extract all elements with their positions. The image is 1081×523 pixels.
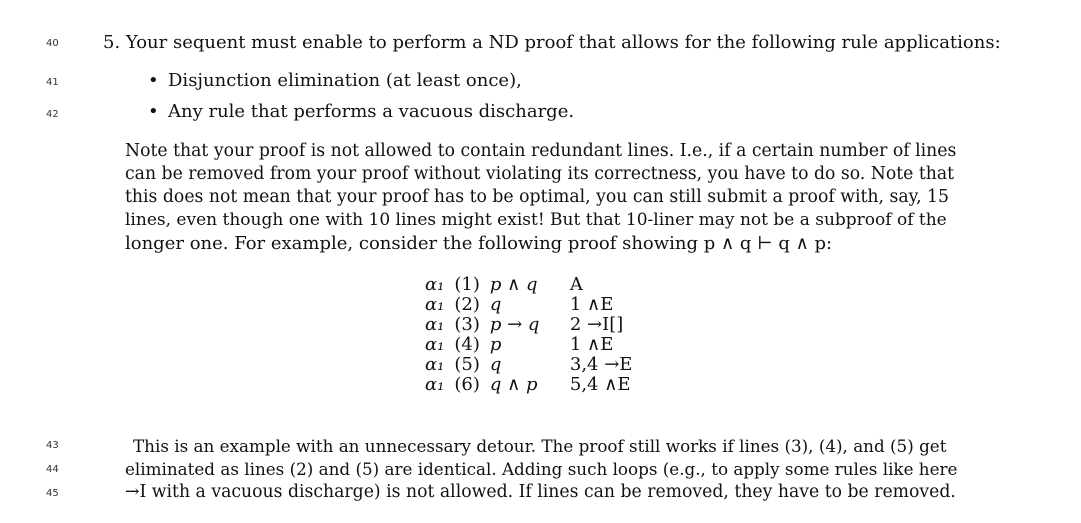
proof-rule: 1 ∧E [569, 294, 614, 315]
paragraph-redundant-lines [125, 140, 957, 255]
proof-line-number: (5) [454, 354, 480, 375]
proof-row [425, 315, 638, 335]
paragraph-line: Note that your proof is not allowed to contain redundant lines. I.e., if a certain number of lines [125, 141, 957, 161]
proof-assumption: α₁ [425, 354, 445, 375]
proof-formula: q [489, 294, 502, 315]
item-5-text: 5. Your sequent must enable to perform a ND proof that allows for the following rule applications: [103, 32, 1001, 53]
paragraph-line: eliminated as lines (2) and (5) are identical. Adding such loops (e.g., to apply some rules like here [125, 459, 958, 479]
proof-line-number: (2) [454, 294, 480, 315]
proof-formula: q [489, 354, 502, 375]
paragraph-line: →I with a vacuous discharge) is not allowed. If lines can be removed, they have to be removed. [125, 482, 956, 502]
proof-line-number: (6) [454, 374, 480, 395]
paragraph-detour-example [125, 435, 957, 504]
proof-row [425, 295, 638, 315]
bullet-symbol: • [148, 70, 159, 91]
proof-line-number: (4) [454, 334, 480, 355]
proof-row [425, 275, 638, 295]
proof-rule: A [569, 274, 583, 295]
proof-assumption: α₁ [425, 294, 445, 315]
line-number-44: 44 [46, 464, 59, 475]
proof-formula: p → q [489, 314, 540, 335]
proof-assumption: α₁ [425, 274, 445, 295]
line-number-40: 40 [46, 38, 59, 49]
proof-rule: 1 ∧E [569, 334, 614, 355]
paragraph-line: this does not mean that your proof has to be optimal, you can still submit a proof with, say, 15 [125, 187, 949, 207]
bullet-symbol: • [148, 101, 159, 122]
proof-rule: 5,4 ∧E [569, 374, 631, 395]
bullet-item-vacuous: Any rule that performs a vacuous discharge. [168, 101, 575, 122]
proof-line-number: (3) [454, 314, 480, 335]
proof-row [425, 375, 638, 395]
proof-assumption: α₁ [425, 334, 445, 355]
bullet-item-disjunction: Disjunction elimination (at least once), [168, 70, 522, 91]
line-number-43: 43 [46, 440, 59, 451]
proof-row [425, 335, 638, 355]
proof-rule: 2 →I[] [569, 314, 624, 335]
proof-rule: 3,4 →E [569, 354, 633, 375]
proof-table [425, 275, 638, 395]
paragraph-line: longer one. For example, consider the following proof showing p ∧ q ⊢ q ∧ p: [125, 233, 833, 254]
proof-assumption: α₁ [425, 374, 445, 395]
paragraph-line: lines, even though one with 10 lines might exist! But that 10-liner may not be a subproof of the [125, 210, 947, 230]
proof-row [425, 355, 638, 375]
proof-line-number: (1) [454, 274, 480, 295]
line-number-42: 42 [46, 109, 59, 120]
proof-assumption: α₁ [425, 314, 445, 335]
proof-formula: p ∧ q [489, 274, 538, 295]
paragraph-line: This is an example with an unnecessary detour. The proof still works if lines (3), (4), and (5) get [133, 436, 947, 456]
line-number-41: 41 [46, 77, 59, 88]
paragraph-line: can be removed from your proof without violating its correctness, you have to do so. Note that [125, 164, 955, 184]
line-number-45: 45 [46, 488, 59, 499]
proof-formula: q ∧ p [489, 374, 538, 395]
proof-formula: p [489, 334, 502, 355]
